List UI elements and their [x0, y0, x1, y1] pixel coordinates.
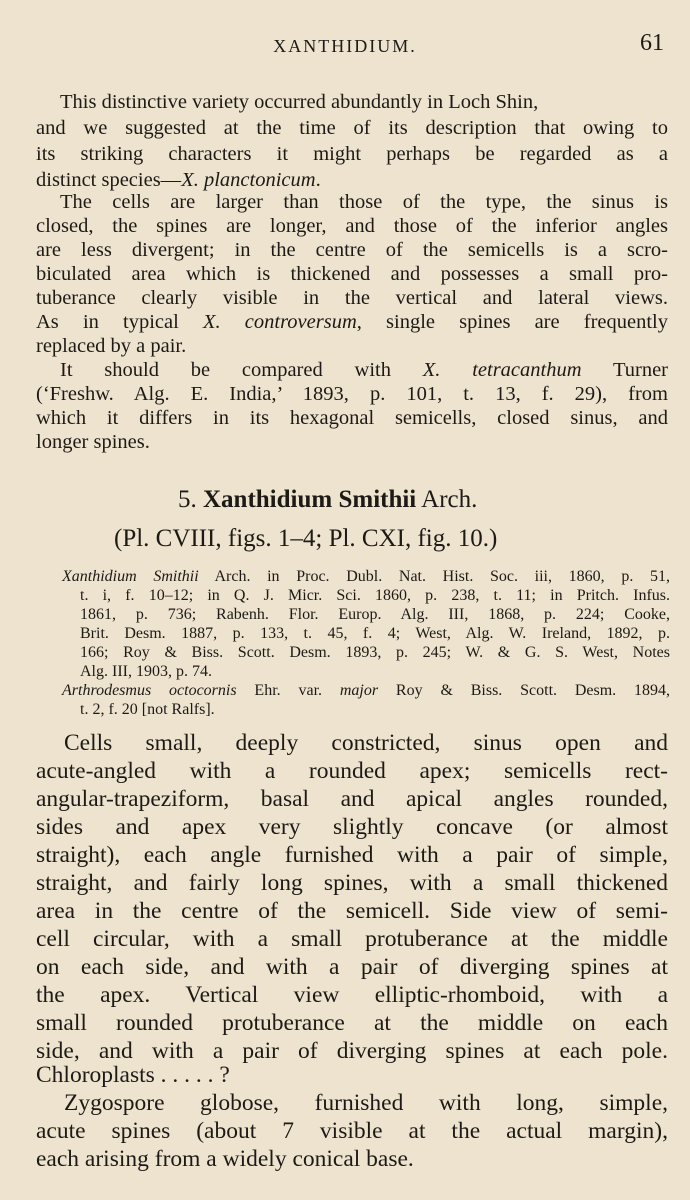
text-line: biculated area which is thickened and possesses a small pro-: [36, 263, 668, 285]
synonymy-line: Arthrodesmus octocornis Ehr. var. major Roy & Biss. Scott. Desm. 1894,: [62, 682, 671, 699]
text-line: on each side, and with a pair of diverging spines at: [36, 954, 668, 980]
text-line: distinct species—X. planctonicum.: [36, 169, 321, 191]
text-line: As in typical X. controversum, single spines are frequently: [36, 311, 668, 333]
text-line: are less divergent; in the centre of the semicells is a scro-: [36, 239, 668, 261]
text-line: its striking characters it might perhaps be regarded as a: [36, 143, 668, 165]
text-line: area in the centre of the semicell. Side view of semi-: [36, 898, 668, 924]
synonymy-line: Alg. III, 1903, p. 74.: [80, 663, 212, 680]
text-line: each arising from a widely conical base.: [36, 1146, 414, 1172]
species-heading: 5. Xanthidium Smithii Arch.: [178, 486, 478, 513]
text-line: Chloroplasts . . . . . ?: [36, 1062, 230, 1088]
text-line: longer spines.: [36, 431, 150, 453]
text-line: side, and with a pair of diverging spines at each pole.: [36, 1038, 668, 1064]
text-line: (‘Freshw. Alg. E. India,’ 1893, p. 101, t. 13, f. 29), from: [36, 383, 668, 405]
text-line: small rounded protuberance at the middle on each: [36, 1010, 668, 1036]
text-line: straight, and fairly long spines, with a small thickened: [36, 870, 668, 896]
text-line: the apex. Vertical view elliptic-rhomboid, with a: [36, 982, 668, 1008]
text-line: Zygospore globose, furnished with long, simple,: [64, 1090, 668, 1116]
text-line: cell circular, with a small protuberance at the middle: [36, 926, 668, 952]
synonymy-line: 166; Roy & Biss. Scott. Desm. 1893, p. 245; W. & G. S. West, Notes: [80, 644, 670, 661]
text-line: The cells are larger than those of the type, the sinus is: [60, 191, 668, 213]
running-title: XANTHIDIUM.: [273, 36, 417, 56]
text-line: It should be compared with X. tetracanthum Turner: [60, 359, 669, 381]
text-line: replaced by a pair.: [36, 335, 187, 357]
text-line: angular-trapeziform, basal and apical angles rounded,: [36, 786, 668, 812]
text-line: acute-angled with a rounded apex; semicells rect-: [36, 758, 668, 784]
synonymy-line: t. 2, f. 20 [not Ralfs].: [80, 701, 215, 718]
synonymy-line: 1861, p. 736; Rabenh. Flor. Europ. Alg. III, 1868, p. 224; Cooke,: [80, 606, 670, 623]
text-line: straight), each angle furnished with a pair of simple,: [36, 842, 668, 868]
text-line: acute spines (about 7 visible at the actual margin),: [36, 1118, 668, 1144]
text-line: This distinctive variety occurred abundantly in Loch Shin,: [60, 91, 539, 113]
plates-reference: (Pl. CVIII, figs. 1–4; Pl. CXI, fig. 10.): [114, 525, 498, 552]
synonymy-line: t. i, f. 10–12; in Q. J. Micr. Sci. 1860, p. 238, t. 11; in Pritch. Infus.: [80, 587, 670, 604]
text-line: and we suggested at the time of its description that owing to: [36, 117, 668, 139]
page-number: 61: [640, 30, 664, 56]
text-line: tuberance clearly visible in the vertical and lateral views.: [36, 287, 668, 309]
synonymy-line: Xanthidium Smithii Arch. in Proc. Dubl. Nat. Hist. Soc. iii, 1860, p. 51,: [62, 568, 671, 585]
text-line: Cells small, deeply constricted, sinus open and: [64, 730, 668, 756]
synonymy-line: Brit. Desm. 1887, p. 133, t. 45, f. 4; West, Alg. W. Ireland, 1892, p.: [80, 625, 670, 642]
text-line: which it differs in its hexagonal semicells, closed sinus, and: [36, 407, 668, 429]
text-line: closed, the spines are longer, and those of the inferior angles: [36, 215, 668, 237]
text-line: sides and apex very slightly concave (or almost: [36, 814, 668, 840]
